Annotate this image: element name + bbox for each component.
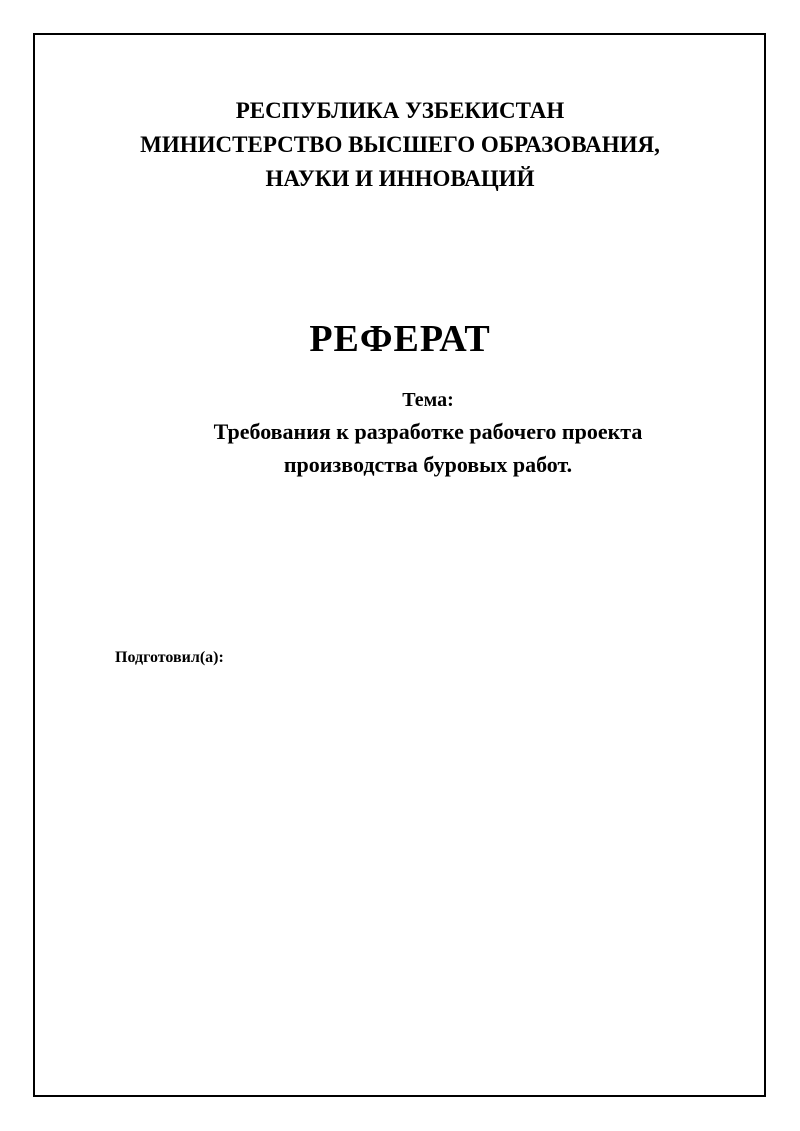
topic-text (0, 415, 800, 481)
document-title: РЕФЕРАТ (309, 318, 491, 360)
header-country: РЕСПУБЛИКА УЗБЕКИСТАН (235, 98, 565, 123)
institution-header (0, 94, 800, 196)
topic-line-1: Требования к разработке рабочего проекта (213, 419, 643, 444)
topic-label: Тема: (402, 389, 454, 411)
header-ministry-cont: НАУКИ И ИННОВАЦИЙ (265, 166, 535, 191)
prepared-by-label: Подготовил(а): (115, 649, 224, 666)
header-ministry: МИНИСТЕРСТВО ВЫСШЕГО ОБРАЗОВАНИЯ, (140, 132, 660, 157)
topic-line-2: производства буровых работ. (283, 452, 573, 477)
